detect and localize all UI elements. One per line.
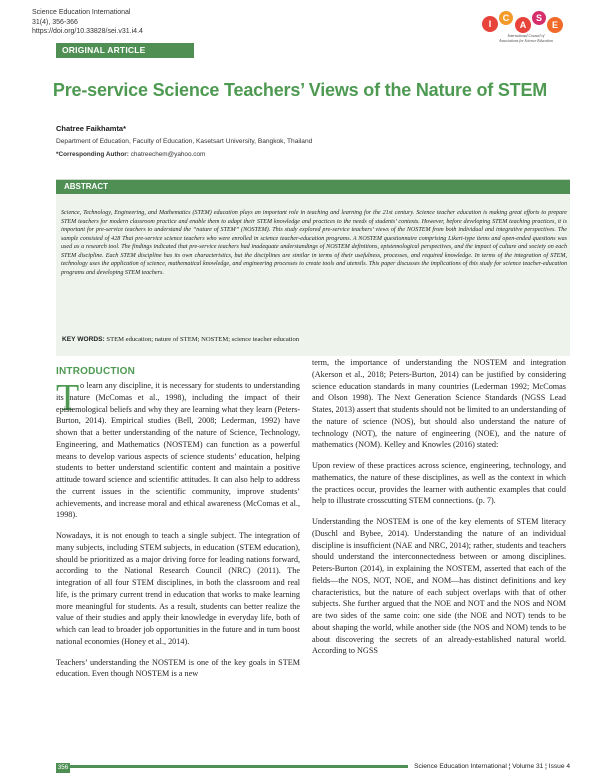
drop-cap: T (56, 377, 80, 419)
abstract-text: Science, Technology, Engineering, and Mathematics (STEM) education plays an important role in teaching and learning for the 21st century. Science teacher education is making great efforts to prepare STEM teachers for modern classroom practice and enable them to adapt their STEM knowledge and practices to the needs of students’ contexts. However, before developing STEM teaching practices, it is important for pre-service teachers to understand the “nature of STEM” (NOSTEM). This study explored pre-service teachers’ views of the NOSTEM from both individual and integrative perspectives. The sample consisted of 428 Thai pre-service science teachers who were enrolled in science teacher-education programs. A NOSTEM questionnaire comprising Likert-type items and open-ended questions was used as a research tool. The findings indicated that pre-service teachers had inadequate understandings of NOSTEM definitions, epistemological perspectives, and the impact of culture and society on each STEM discipline. Each STEM discipline has its own characteristics, but the disciplines are similar in terms of their usefulness, processes, and required knowledge. In terms of the integration of STEM, technology uses the application of science, mathematical knowledge, and engineering processes to create tools and utensils. This paper discusses the implications of this study for science teacher-education programs and developing STEM teachers. (61, 210, 567, 276)
intro-paragraph-5: Understanding the NOSTEM is one of the key elements of STEM literacy (Duschl and Bybee, 2014). Understanding the nature of an individual discipline is insufficient (NAE and NRC, 2014); rather, students and teachers should understand the interconnectedness between or among disciplines. Peters-Burton (2014), in explaining the NOSTEM, asserted that each of the fields—the NOS, NOT, NOE, and NOM—has distinct definitions and key characteristics, but the nature of each subject overlaps with that of other subjects. She further argued that the NOE and NOT and the NOS and NOM are two sides of the same coin: one side (the NOE and NOT) tends to be about shaping the world, while another side (the NOS and NOM) tends to be about discovering the secrets of an already-established natural world. According to NGSS (312, 517, 566, 656)
abstract-heading: ABSTRACT (56, 180, 570, 194)
icase-logo (478, 10, 570, 56)
logo-s: S (535, 13, 543, 23)
corresponding-author (56, 151, 205, 158)
intro-paragraph-2: Nowadays, it is not enough to teach a single subject. The integration of many subjects, including STEM subjects, in education (STEM education), should be prioritized as a major driving force for leading nations forward, according to the National Research Council (NRC) (2011). The integration of all four STEM disciplines, in both the classroom and real life, is the primary current trend in education that works to make learning more meaningful for students. As a result, students can better realize the value of their studies and apply their knowledge in everyday life, both of which can lead to broader job opportunities in the future and in turn boost national economies (Honey et al., 2014). (56, 531, 300, 646)
logo-a: A (519, 20, 527, 30)
journal-name: Science Education International (32, 9, 131, 16)
text-column-right (312, 357, 566, 666)
article-type-badge: ORIGINAL ARTICLE (56, 43, 194, 58)
logo-c: C (502, 13, 510, 23)
text-column-left (56, 377, 300, 689)
footer-journal-info: Science Education International ¦ Volume 31 ¦ Issue 4 (408, 763, 570, 770)
keywords-list: STEM education; nature of STEM; NOSTEM; science teacher education (106, 336, 300, 343)
volume-pages: 31(4), 356-366 (32, 18, 78, 26)
author-name: Chatree Faikhamta* (56, 124, 127, 133)
page-number: 356 (57, 764, 69, 771)
doi-link[interactable]: https://doi.org/10.33828/sei.v31.i4.4 (32, 28, 143, 35)
article-title: Pre-service Science Teachers’ Views of the Nature of STEM (52, 80, 548, 100)
corresponding-email[interactable]: chatreechem@yahoo.com (130, 151, 206, 158)
introduction-heading: INTRODUCTION (56, 366, 136, 377)
logo-caption-line2: Associations for Science Education (499, 38, 553, 43)
intro-paragraph-3: Teachers’ understanding the NOSTEM is one of the key goals in STEM education. Even though NOSTEM is a new (56, 657, 300, 679)
logo-e: E (551, 20, 559, 30)
keywords-label: KEY WORDS: (62, 336, 105, 343)
logo-caption (482, 34, 570, 43)
author-affiliation: Department of Education, Faculty of Education, Kasetsart University, Bangkok, Thailand (56, 138, 313, 145)
logo-caption-line1: International Council of (507, 34, 545, 38)
corresponding-label: *Corresponding Author: (56, 151, 129, 158)
keywords (62, 336, 299, 343)
intro-paragraph-4: term, the importance of understanding the NOSTEM and integration (Akerson et al., 2018; Peters-Burton, 2014) can be justified by considering science education standards in many countries (Lederman 1992; McComas and Olson 1998). The Next Generation Science Standards (NGSS Lead States, 2013) assert that students should not be limited to an understanding of the nature of science (NOS), but should also understand the nature of technology (NOT), the nature of engineering (NOE), and the nature of mathematics (NOM). Kelley and Knowles (2016) stated: (312, 358, 566, 450)
logo-i: I (488, 19, 492, 29)
block-quote: Upon review of these practices across science, engineering, technology, and mathematics, the nature of these disciplines, as well as the context in which the practices occur, provides the learner with authentic examples that could help to illustrate crosscutting STEM connections. (p. 7). (312, 461, 566, 506)
intro-paragraph-1: o learn any discipline, it is necessary for students to understanding its nature (McComas et al., 1998), including the impact of their epistemological beliefs and why they are learning what they learn (Peters-Burton, 2014). Empirical studies (Bell, 2008; Lederman, 1992) have shown that a better understanding of the nature of Science, Technology, Engineering, and Mathematics (NOSTEM) can function as a powerful means to develop various aspects of science students’ education, helping students to better understand scientific content and maintain a positive attitude toward science and scientific attitudes. It can also help to address the current issues in the scientific community, improve students’ achievements, and increase moral and ethical awareness (McComas et al., 1998). (56, 381, 300, 520)
journal-header (32, 8, 143, 37)
